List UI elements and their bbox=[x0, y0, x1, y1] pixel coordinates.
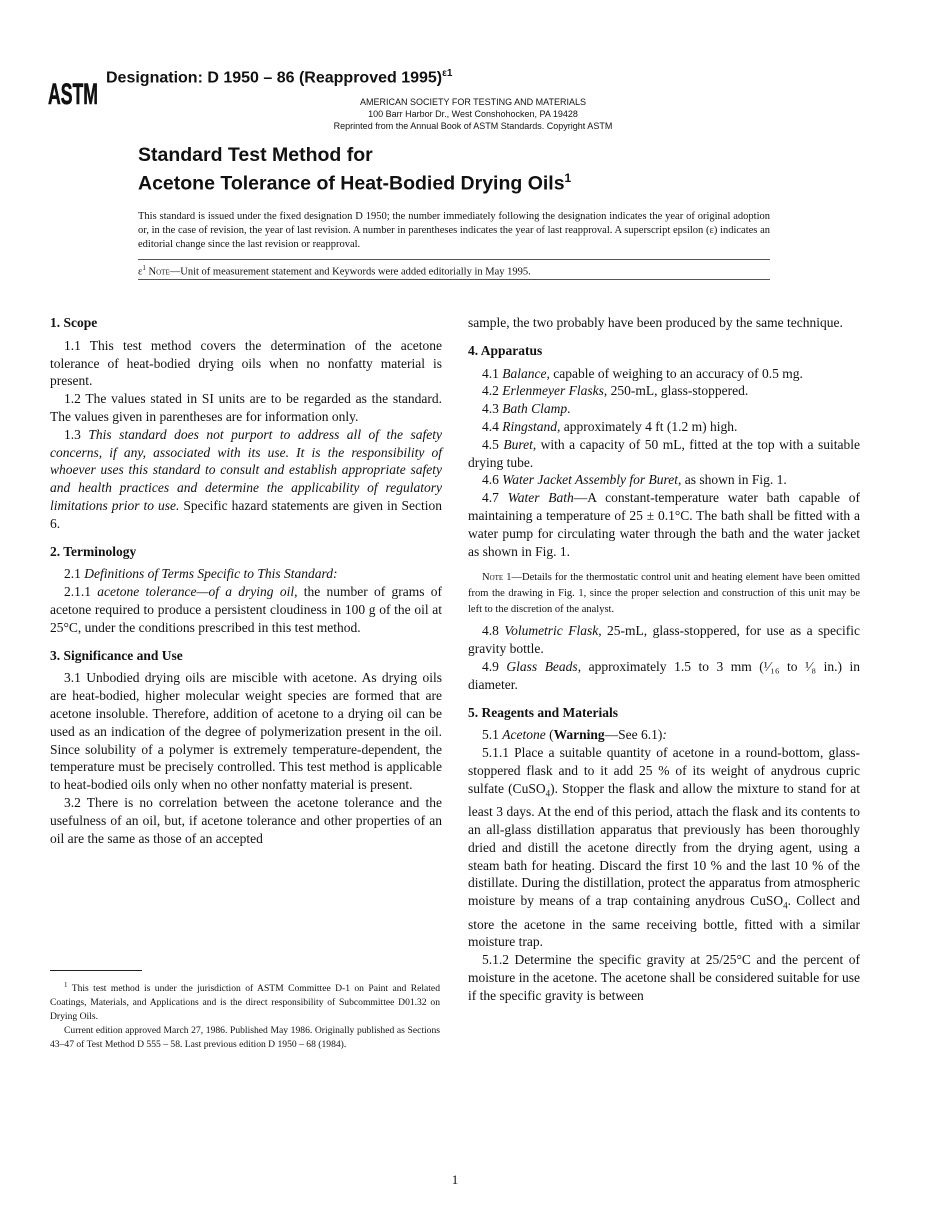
apparatus-item: 4.7 Water Bath—A constant-temperature water bath capable of maintaining a temperature of 25 ± 0.1°C. The bath shall be fitted with a water pump for circulating water through the bath and the water jacket as shown in Fig. 1. bbox=[468, 490, 861, 559]
paragraph-5-1-1: 5.1.1 Place a suitable quantity of acetone in a round-bottom, glass-stoppered flask and to it add 25 % of its weight of anydrous cupric sulfate (CuSO$_4$). Stopper the flask and allow the mixture to stand for at least 3 days. At the end of this period, attach the flask and its contents to an all-glass distillation apparatus that previously has been thoroughly dried and distill the acetone directly from the drying agent, using a steam bath for heating. Discard the first 10 % and the last 10 % of the distillate. During the distillation, protect the apparatus from atmospheric moisture by means of a trap containing anydrous CuSO$_4$. Collect and store the acetone in the same receiving bottle, fitted with a similar moisture trap. bbox=[468, 745, 861, 950]
page-number: 1 bbox=[451, 1172, 459, 1187]
designation: Designation: D 1950 – 86 (Reapproved 1995)$^{\varepsilon 1}$ bbox=[106, 68, 453, 87]
paragraph-1-3: 1.3 This standard does not purport to address all of the safety concerns, if any, associated with its use. It is the responsibility of whoever uses this standard to consult and establish appropriate safety and health practices and determine the applicability of regulatory limitations prior to use. Specific hazard statements are given in Section 6. bbox=[50, 426, 443, 531]
apparatus-item: 4.5 Buret, with a capacity of 50 mL, fitted at the top with a suitable drying tube. bbox=[468, 436, 860, 470]
publisher-block bbox=[300, 96, 646, 132]
apparatus-item: 4.8 Volumetric Flask, 25-mL, glass-stoppered, for use as a specific gravity bottle. bbox=[468, 623, 861, 657]
paragraph-continued: sample, the two probably have been produced by the same technique. bbox=[468, 315, 843, 330]
footnote bbox=[50, 978, 440, 1052]
left-column bbox=[50, 314, 442, 847]
paragraph-3-2: 3.2 There is no correlation between the acetone tolerance and the usefulness of an oil, but, if acetone tolerance and other properties of an oil are the same as those of an accepted bbox=[50, 794, 442, 846]
paragraph-5-1-2: 5.1.2 Determine the specific gravity at 25/25°C and the percent of moisture in the acetone. The acetone shall be considered suitable for use if the specific gravity is between bbox=[468, 952, 860, 1003]
epsilon-note: $\varepsilon^1$ Note—Unit of measurement statement and Keywords were added editorially in May 1995. bbox=[138, 264, 531, 278]
astm-logo-icon bbox=[48, 66, 98, 111]
paragraph-2-1-1: 2.1.1 acetone tolerance—of a drying oil, the number of grams of acetone required to produce a persistent cloudiness in 100 g of the oil at 25°C, under the conditions prescribed in this test method. bbox=[50, 584, 443, 635]
section-heading: 5. Reagents and Materials bbox=[468, 704, 618, 720]
paragraph-3-1: 3.1 Unbodied drying oils are miscible with acetone. As drying oils are heat-bodied, higher molecular weight species are formed that are acetone insoluble. Therefore, addition of acetone to a drying oil can be used as an indication of the degree of polymerization present in the oil. Since solubility of a polymer is extremely temperature-dependent, the temperature must be precisely controlled. This test method is applicable to heat-bodied oils only when no other nonfatty material is present. bbox=[50, 670, 442, 793]
logo-text: ASTM bbox=[48, 78, 98, 111]
society-address: 100 Barr Harbor Dr., West Conshohocken, PA 19428 bbox=[368, 109, 578, 119]
divider bbox=[138, 279, 770, 280]
section-heading: 1. Scope bbox=[50, 315, 98, 330]
intro-paragraph: This standard is issued under the fixed designation D 1950; the number immediately following the designation indicates the year of original adoption or, in the case of revision, the year of last revision. A number in parentheses indicates the year of last reapproval. A superscript epsilon (ε) indicates an editorial change since the last revision or reapproval. bbox=[138, 211, 770, 250]
right-column bbox=[468, 314, 860, 1005]
footnote-text: Current edition approved March 27, 1986. Published May 1986. Originally published as Sections 43–47 of Test Method D 555 – 58. Last previous edition D 1950 – 68 (1984). bbox=[50, 1025, 440, 1051]
paragraph-2-1: 2.1 Definitions of Terms Specific to This Standard: bbox=[64, 566, 338, 582]
apparatus-item: 4.2 Erlenmeyer Flasks, 250-mL, glass-stoppered. bbox=[482, 383, 749, 399]
reagent-item: 5.1 Acetone (Warning—See 6.1): bbox=[482, 727, 667, 743]
apparatus-item: 4.1 Balance, capable of weighing to an accuracy of 0.5 mg. bbox=[482, 365, 803, 381]
society-name: AMERICAN SOCIETY FOR TESTING AND MATERIALS bbox=[359, 97, 587, 107]
reprint-notice: Reprinted from the Annual Book of ASTM Standards. Copyright ASTM bbox=[333, 121, 613, 131]
footnote-text: $^1$ This test method is under the jurisdiction of ASTM Committee D-1 on Paint and Related Coatings, Materials, and Applications and is the direct responsibility of Subcommittee D01.32 on Drying Oils. bbox=[50, 981, 440, 1023]
section-heading: 2. Terminology bbox=[50, 543, 137, 559]
document-title: Standard Test Method for Acetone Tolerance of Heat-Bodied Drying Oils$^1$ bbox=[138, 144, 572, 195]
note-1: Note 1—Details for the thermostatic control unit and heating element have been omitted from the drawing in Fig. 1, since the proper selection and construction of this unit may be left to the discretion of the analyst. bbox=[468, 572, 860, 616]
paragraph-1-1: 1.1 This test method covers the determination of the acetone tolerance of heat-bodied drying oils when no nonfatty material is present. bbox=[50, 337, 442, 389]
section-heading: 4. Apparatus bbox=[468, 342, 543, 358]
apparatus-item: 4.3 Bath Clamp. bbox=[482, 401, 571, 417]
divider bbox=[138, 259, 770, 260]
section-heading: 3. Significance and Use bbox=[50, 647, 183, 663]
apparatus-item: 4.9 Glass Beads, approximately 1.5 to 3 mm (¹⁄₁₆ to ¹⁄₈ in.) in diameter. bbox=[468, 658, 861, 692]
apparatus-item: 4.6 Water Jacket Assembly for Buret, as shown in Fig. 1. bbox=[482, 472, 787, 488]
apparatus-item: 4.4 Ringstand, approximately 4 ft (1.2 m) high. bbox=[482, 418, 738, 434]
paragraph-1-2: 1.2 The values stated in SI units are to be regarded as the standard. The values given in parentheses are for information only. bbox=[50, 391, 442, 424]
footnote-divider bbox=[50, 970, 142, 971]
